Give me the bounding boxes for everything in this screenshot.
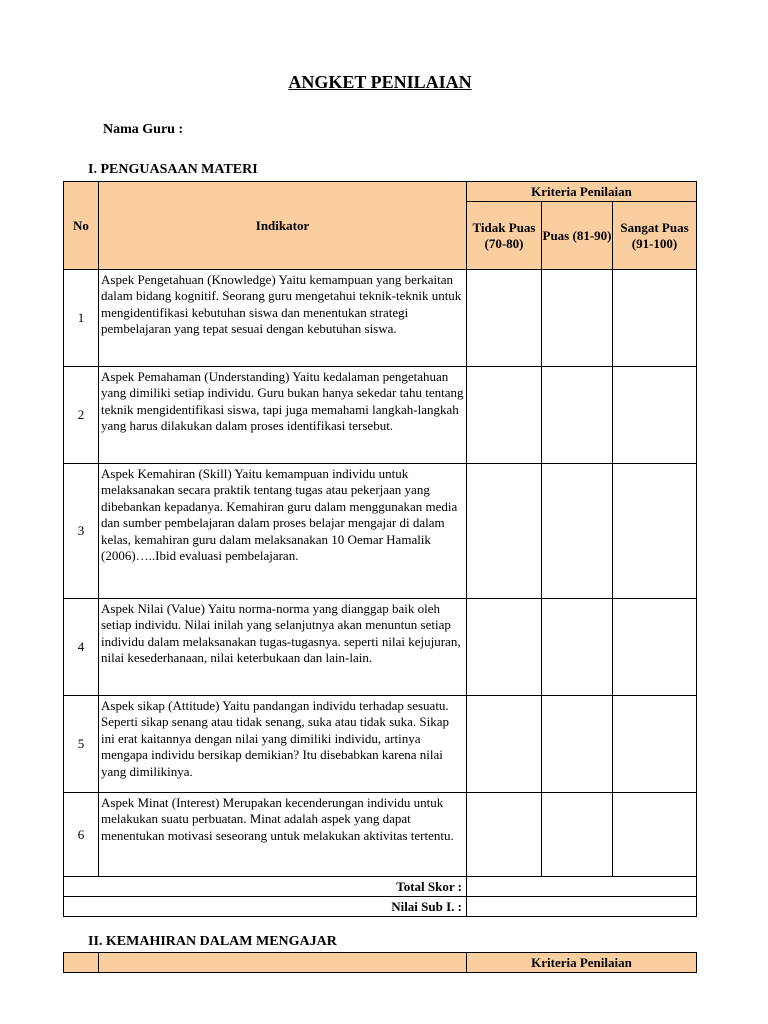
- assessment-table-section-1: [63, 181, 697, 917]
- section-1-title: PENGUASAAN MATERI: [100, 162, 258, 177]
- header-indikator: [99, 953, 467, 973]
- score-cell-sangat-puas[interactable]: [613, 696, 697, 793]
- score-cell-sangat-puas[interactable]: [613, 367, 697, 464]
- row-number: 6: [64, 793, 99, 877]
- indicator-text: Aspek Nilai (Value) Yaitu norma-norma yang dianggap baik oleh setiap individu. Nilai inilah yang selanjutnya akan menuntun setiap individu dalam melaksanakan tugas-tugasnya. seperti nilai kejujuran, nilai kesederhanaan, nilai keterbukaan dan lain-lain.: [99, 599, 467, 696]
- score-cell-sangat-puas[interactable]: [613, 599, 697, 696]
- table-row: [64, 599, 697, 696]
- table-row: [64, 696, 697, 793]
- score-cell-tidak-puas[interactable]: [467, 599, 542, 696]
- table-row: [64, 793, 697, 877]
- total-skor-value[interactable]: [467, 877, 697, 897]
- score-cell-puas[interactable]: [542, 696, 613, 793]
- score-cell-tidak-puas[interactable]: [467, 367, 542, 464]
- section-2-heading: [88, 934, 337, 950]
- header-kriteria-penilaian: Kriteria Penilaian: [467, 953, 697, 973]
- table-row: [64, 464, 697, 599]
- score-cell-tidak-puas[interactable]: [467, 696, 542, 793]
- indicator-text: Aspek Pemahaman (Understanding) Yaitu kedalaman pengetahuan yang dimiliki setiap individu. Guru bukan hanya sekedar tahu tentang teknik mengidentifikasi siswa, tapi juga memahami langkah-langkah yang harus dilakukan dalam proses identifikasi tersebut.: [99, 367, 467, 464]
- header-puas: Puas (81-90): [542, 202, 613, 270]
- score-cell-puas[interactable]: [542, 793, 613, 877]
- score-cell-tidak-puas[interactable]: [467, 270, 542, 367]
- header-kriteria-penilaian: Kriteria Penilaian: [467, 182, 697, 202]
- row-number: 5: [64, 696, 99, 793]
- header-sangat-puas: Sangat Puas (91-100): [613, 202, 697, 270]
- score-cell-puas[interactable]: [542, 464, 613, 599]
- header-no: [64, 953, 99, 973]
- score-cell-puas[interactable]: [542, 599, 613, 696]
- table-row: [64, 367, 697, 464]
- header-indikator: Indikator: [99, 182, 467, 270]
- indicator-text: Aspek sikap (Attitude) Yaitu pandangan individu terhadap sesuatu. Seperti sikap senang atau tidak senang, suka atau tidak suka. Sikap ini erat kaitannya dengan nilai yang dimiliki individu, artinya mengapa individu bersikap demikian? Itu disebabkan karena nilai yang dimilikinya.: [99, 696, 467, 793]
- nama-guru-label: Nama Guru :: [103, 122, 184, 137]
- nilai-sub-row: [64, 897, 697, 917]
- indicator-text: Aspek Minat (Interest) Merupakan kecenderungan individu untuk melakukan suatu perbuatan. Minat adalah aspek yang dapat menentukan motivasi seseorang untuk melakukan aktivitas tertentu.: [99, 793, 467, 877]
- nilai-sub-label: Nilai Sub I. :: [64, 897, 467, 917]
- row-number: 3: [64, 464, 99, 599]
- score-cell-puas[interactable]: [542, 270, 613, 367]
- section-1-heading: [88, 162, 258, 178]
- table-row: [64, 270, 697, 367]
- page-title: ANGKET PENILAIAN: [288, 72, 472, 92]
- score-cell-sangat-puas[interactable]: [613, 270, 697, 367]
- row-number: 2: [64, 367, 99, 464]
- score-cell-puas[interactable]: [542, 367, 613, 464]
- indicator-text: Aspek Kemahiran (Skill) Yaitu kemampuan individu untuk melaksanakan secara praktik tentang tugas atau pekerjaan yang dibebankan kepadanya. Kemahiran guru dalam menggunakan media dan sumber pembelajaran dalam proses belajar mengajar di dalam kelas, kemahiran guru dalam melaksanakan 10 Oemar Hamalik (2006)…..Ibid evaluasi pembelajaran.: [99, 464, 467, 599]
- indicator-text: Aspek Pengetahuan (Knowledge) Yaitu kemampuan yang berkaitan dalam bidang kognitif. Seorang guru mengetahui teknik-teknik untuk mengidentifikasi kebutuhan siswa dan menentukan strategi pembelajaran yang tepat sesuai dengan kebutuhan siswa.: [99, 270, 467, 367]
- assessment-table-section-2: [63, 952, 697, 973]
- section-2-number: II.: [88, 934, 103, 949]
- nilai-sub-value[interactable]: [467, 897, 697, 917]
- header-no: No: [64, 182, 99, 270]
- total-skor-label: Total Skor :: [64, 877, 467, 897]
- row-number: 1: [64, 270, 99, 367]
- score-cell-sangat-puas[interactable]: [613, 464, 697, 599]
- total-skor-row: [64, 877, 697, 897]
- section-1-number: I.: [88, 162, 97, 177]
- header-tidak-puas: Tidak Puas (70-80): [467, 202, 542, 270]
- section-2-title: KEMAHIRAN DALAM MENGAJAR: [105, 934, 337, 949]
- score-cell-sangat-puas[interactable]: [613, 793, 697, 877]
- score-cell-tidak-puas[interactable]: [467, 464, 542, 599]
- row-number: 4: [64, 599, 99, 696]
- score-cell-tidak-puas[interactable]: [467, 793, 542, 877]
